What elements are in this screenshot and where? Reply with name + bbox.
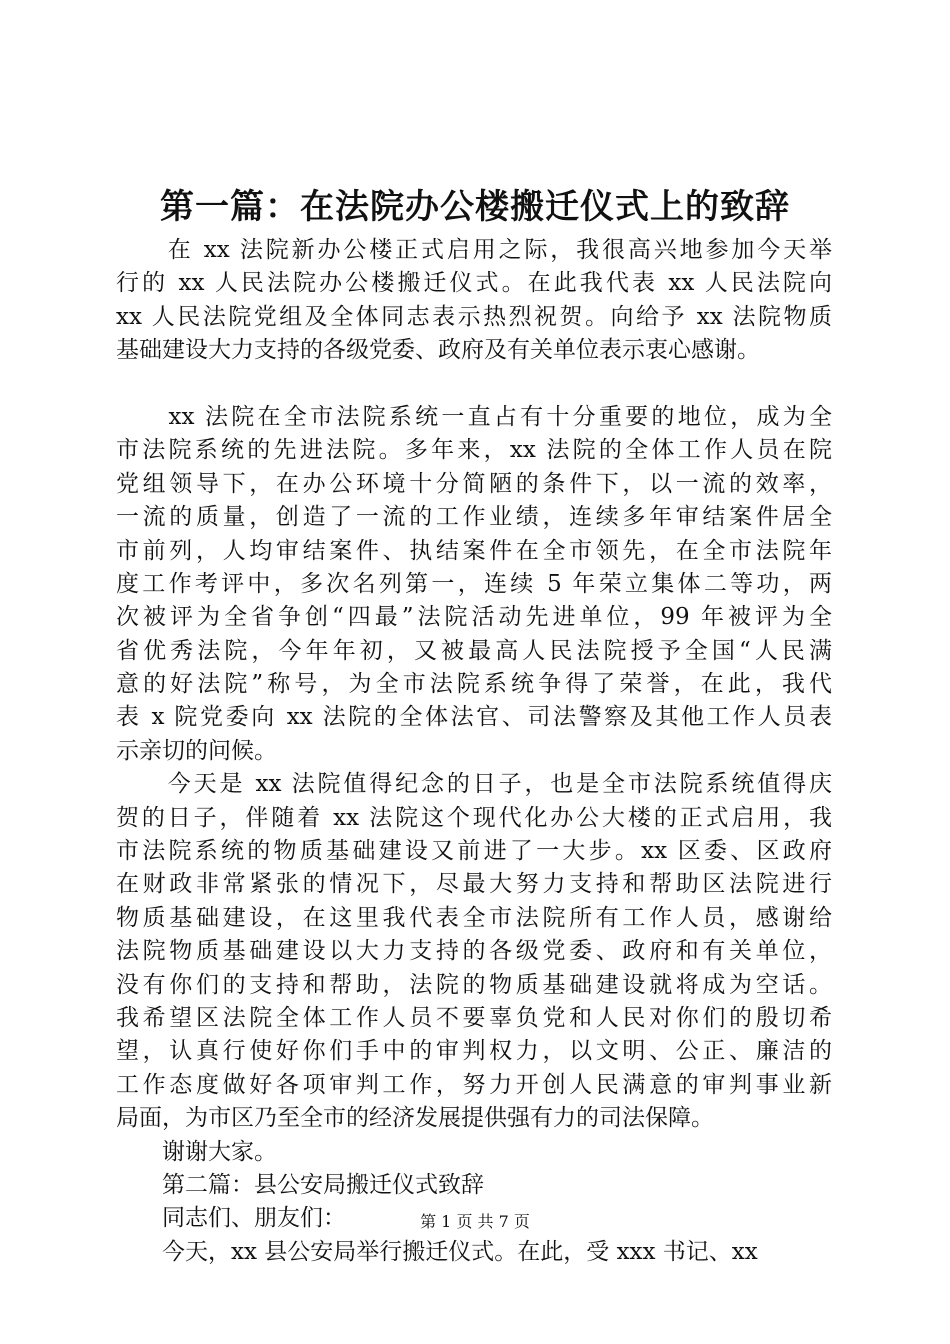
text-line: 物质基础建设，在这里我代表全市法院所有工作人员，感谢给 [116, 904, 832, 931]
text-line: 同志们、朋友们： [116, 1205, 346, 1232]
text-line: 基础建设大力支持的各级党委、政府及有关单位表示衷心感谢。 [116, 337, 760, 364]
text-line: 意的好法院”称号，为全市法院系统争得了荣誉，在此，我代 [116, 671, 832, 698]
text-line: 行的 xx 人民法院办公楼搬迁仪式。在此我代表 xx 人民法院向 [116, 270, 832, 297]
text-line: 局面，为市区乃至全市的经济发展提供强有力的司法保障。 [116, 1105, 714, 1132]
text-line: 市法院系统的先进法院。多年来，xx 法院的全体工作人员在院 [116, 437, 832, 464]
text-line: 谢谢大家。 [116, 1138, 277, 1165]
text-line: 在 xx 法院新办公楼正式启用之际，我很高兴地参加今天举 [116, 237, 832, 263]
text-line: 工作态度做好各项审判工作，努力开创人民满意的审判事业新 [116, 1071, 832, 1098]
document-body [116, 234, 832, 1269]
text-line: 望，认真行使好你们手中的审判权力，以文明、公正、廉洁的 [116, 1038, 832, 1065]
text-line: 今天是 xx 法院值得纪念的日子，也是全市法院系统值得庆 [116, 771, 832, 798]
text-line: 度工作考评中，多次名列第一，连续 5 年荣立集体二等功，两 [116, 570, 832, 597]
text-line: 表 x 院党委向 xx 法院的全体法官、司法警察及其他工作人员表 [116, 704, 832, 731]
text-line: 没有你们的支持和帮助，法院的物质基础建设就将成为空话。 [116, 971, 832, 998]
text-line: 法院物质基础建设以大力支持的各级党委、政府和有关单位， [116, 938, 832, 965]
text-line: 一流的质量，创造了一流的工作业绩，连续多年审结案件居全 [116, 504, 832, 531]
text-line: xx 法院在全市法院系统一直占有十分重要的地位，成为全 [116, 403, 832, 430]
page-title: 第一篇：在法院办公楼搬迁仪式上的致辞 [160, 187, 790, 227]
text-line: 党组领导下，在办公环境十分简陋的条件下，以一流的效率， [116, 470, 832, 497]
text-line: 今天，xx 县公安局举行搬迁仪式。在此，受 xxx 书记、xx [116, 1238, 758, 1265]
text-line: 我希望区法院全体工作人员不要辜负党和人民对你们的殷切希 [116, 1004, 832, 1031]
page-footer: 第 1 页 共 7 页 [420, 1212, 530, 1231]
paragraph-spacer [116, 368, 832, 401]
text-line: 省优秀法院，今年年初，又被最高人民法院授予全国“人民满 [116, 637, 832, 664]
text-line: 次被评为全省争创“四最”法院活动先进单位，99 年被评为全 [116, 604, 832, 631]
text-line: 示亲切的问候。 [116, 737, 277, 764]
text-line: 市前列，人均审结案件、执结案件在全市领先，在全市法院年 [116, 537, 832, 564]
text-line: xx 人民法院党组及全体同志表示热烈祝贺。向给予 xx 法院物质 [116, 303, 832, 330]
text-line: 市法院系统的物质基础建设又前进了一大步。xx 区委、区政府 [116, 838, 832, 865]
text-line: 贺的日子，伴随着 xx 法院这个现代化办公大楼的正式启用，我 [116, 804, 832, 831]
text-line: 第二篇：县公安局搬迁仪式致辞 [116, 1171, 484, 1198]
text-line: 在财政非常紧张的情况下，尽最大努力支持和帮助区法院进行 [116, 871, 832, 898]
